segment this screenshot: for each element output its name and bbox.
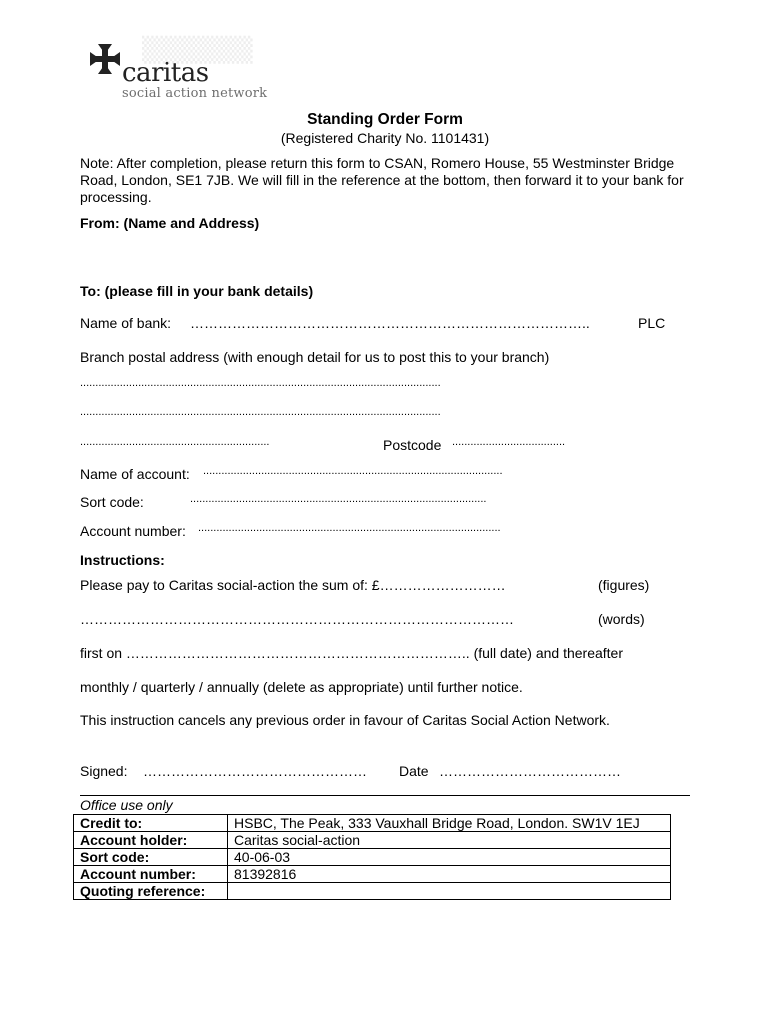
office-account-number-value: 81392816 [228, 866, 671, 883]
charity-number: (Registered Charity No. 1101431) [280, 130, 490, 146]
logo-watermark: ▒▒▒▒▒▒ [142, 36, 253, 64]
table-row [74, 866, 671, 883]
table-row [74, 849, 671, 866]
caritas-cross-icon [88, 42, 122, 76]
signed-label: Signed: [80, 763, 128, 779]
bank-name-suffix: PLC [638, 315, 666, 331]
logo-wordmark: caritas [122, 58, 209, 88]
sort-code-field[interactable]: ................................................................................................. [190, 493, 487, 505]
table-row [74, 832, 671, 849]
account-holder-label: Account holder: [74, 832, 228, 849]
address-line-2-field[interactable]: ...................................................................................................................... [80, 406, 441, 418]
bank-name-label: Name of bank: [80, 315, 172, 331]
quoting-reference-label: Quoting reference: [74, 883, 228, 900]
office-sort-code-value: 40-06-03 [228, 849, 671, 866]
postcode-field[interactable]: ..................................... [452, 436, 566, 448]
postcode-label: Postcode [383, 437, 442, 453]
branch-address-label: Branch postal address (with enough detail for us to post this to your branch) [80, 349, 550, 365]
address-line-1-field[interactable]: ...................................................................................................................... [80, 377, 441, 389]
account-number-field[interactable]: ................................................................................................... [198, 522, 501, 534]
sort-code-label: Sort code: [80, 494, 144, 510]
bank-name-field[interactable]: ………………………………………………………………………….. [190, 315, 590, 331]
credit-to-value: HSBC, The Peak, 333 Vauxhall Bridge Road, London. SW1V 1EJ [228, 815, 671, 832]
office-use-table [73, 814, 671, 900]
table-row [74, 883, 671, 900]
table-row [74, 815, 671, 832]
quoting-reference-field[interactable] [228, 883, 671, 900]
instructions-heading: Instructions: [80, 552, 165, 568]
pay-sum-field[interactable]: Please pay to Caritas social-action the sum of: £……………………… [80, 577, 506, 593]
divider [80, 795, 690, 796]
date-field[interactable]: ………………………………… [439, 763, 621, 779]
page-title: Standing Order Form [307, 111, 463, 128]
logo-tagline: social action network [122, 86, 268, 101]
credit-to-label: Credit to: [74, 815, 228, 832]
office-sort-code-label: Sort code: [74, 849, 228, 866]
account-number-label: Account number: [80, 523, 186, 539]
figures-label: (figures) [598, 577, 650, 593]
account-holder-value: Caritas social-action [228, 832, 671, 849]
date-label: Date [399, 763, 429, 779]
signature-field[interactable]: ………………………………………… [143, 763, 367, 779]
amount-words-field[interactable]: ………………………………………………………………………………… [80, 611, 514, 627]
account-name-label: Name of account: [80, 466, 190, 482]
address-line-3-field[interactable]: .............................................................. [80, 436, 270, 448]
office-use-heading: Office use only [80, 797, 173, 813]
first-payment-date-field[interactable]: first on ……………………………………………………………….. (full date) and thereafter [80, 645, 623, 661]
from-heading: From: (Name and Address) [80, 215, 260, 231]
cancel-previous-text: This instruction cancels any previous order in favour of Caritas Social Action Network. [80, 712, 610, 728]
office-account-number-label: Account number: [74, 866, 228, 883]
instructions-note: Note: After completion, please return this form to CSAN, Romero House, 55 Westminster Bridge Road, London, SE1 7JB. We will fill in the reference at the bottom, then forward it to your bank for processing. [80, 155, 684, 205]
to-heading: To: (please fill in your bank details) [80, 283, 314, 299]
frequency-text: monthly / quarterly / annually (delete as appropriate) until further notice. [80, 679, 523, 695]
account-name-field[interactable]: .................................................................................................. [203, 465, 503, 477]
words-label: (words) [598, 611, 645, 627]
